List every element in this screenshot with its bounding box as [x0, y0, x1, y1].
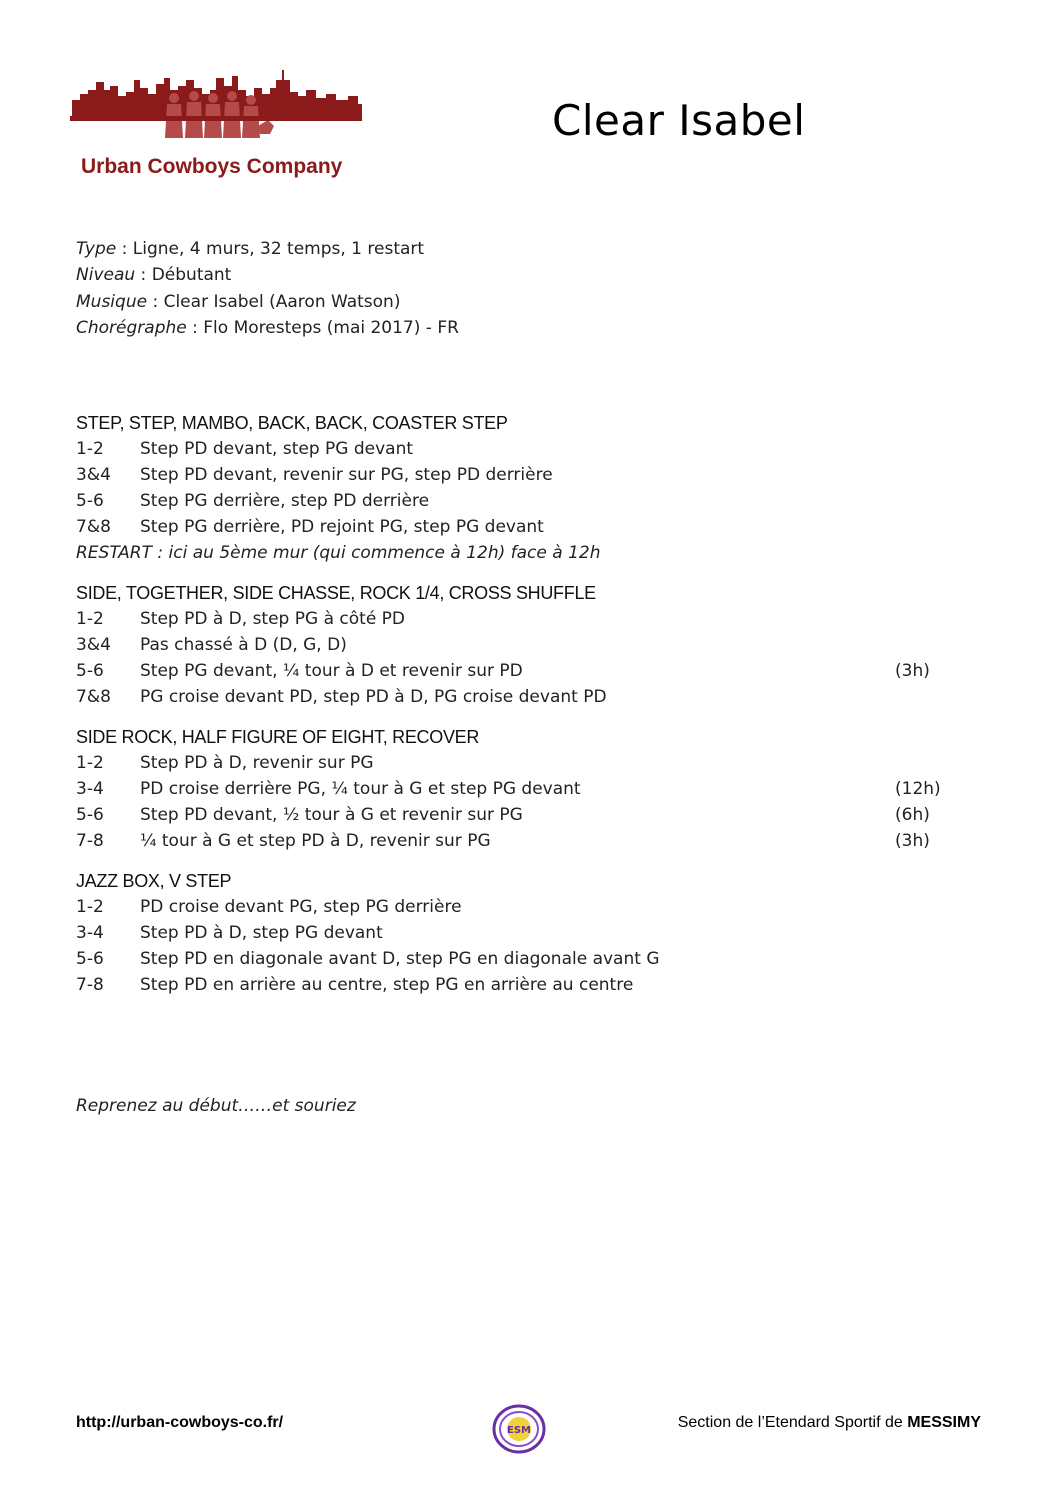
section-title: JAZZ BOX, V STEP — [76, 871, 232, 891]
ending-note: Reprenez au début……et souriez — [76, 1096, 356, 1116]
section-1 — [76, 410, 976, 566]
step-row — [76, 920, 976, 946]
dance-title: Clear Isabel — [552, 96, 806, 145]
step-desc: Step PD à D, step PG devant — [140, 923, 383, 943]
step-orientation: (3h) — [895, 661, 930, 681]
step-count: 5-6 — [76, 949, 104, 969]
step-count: 1-2 — [76, 439, 104, 459]
info-key: Chorégraphe — [76, 317, 187, 338]
info-sep: : — [135, 265, 152, 286]
info-row-type — [76, 236, 459, 262]
info-sep: : — [186, 317, 204, 338]
step-count: 5-6 — [76, 491, 104, 511]
step-row — [76, 684, 976, 710]
esm-badge — [491, 1403, 547, 1455]
info-row-level — [76, 262, 459, 288]
step-row — [76, 894, 976, 920]
step-desc: PG croise devant PD, step PD à D, PG croise devant PD — [140, 687, 607, 707]
info-value: Flo Moresteps (mai 2017) - FR — [203, 317, 459, 338]
step-count: 3-4 — [76, 923, 104, 943]
step-count: 7-8 — [76, 975, 104, 995]
step-row — [76, 828, 976, 854]
dance-info — [76, 236, 459, 341]
step-count: 5-6 — [76, 805, 104, 825]
company-name: Urban Cowboys Company — [81, 155, 343, 178]
section-title: SIDE ROCK, HALF FIGURE OF EIGHT, RECOVER — [76, 727, 480, 747]
info-key: Musique — [76, 291, 148, 312]
step-count: 7-8 — [76, 831, 104, 851]
step-desc: Step PG derrière, PD rejoint PG, step PG devant — [140, 517, 544, 537]
info-value: Ligne, 4 murs, 32 temps, 1 restart — [132, 239, 425, 259]
club-city: MESSIMY — [907, 1414, 981, 1431]
step-count: 3&4 — [76, 635, 111, 655]
section-3 — [76, 724, 976, 854]
step-desc: Step PD devant, revenir sur PG, step PD derrière — [140, 465, 553, 485]
info-row-music — [76, 289, 459, 315]
step-row — [76, 436, 976, 462]
step-orientation: (6h) — [895, 805, 930, 825]
restart-note: RESTART : ici au 5ème mur (qui commence à 12h) face à 12h — [76, 543, 601, 563]
club-section — [678, 1414, 981, 1432]
step-sections — [76, 410, 976, 1012]
step-row — [76, 632, 976, 658]
step-desc: Step PD à D, step PG à côté PD — [140, 609, 406, 629]
step-count: 1-2 — [76, 609, 104, 629]
step-orientation: (12h) — [895, 779, 941, 799]
step-row — [76, 776, 976, 802]
info-key: Niveau — [76, 265, 136, 286]
step-count: 7&8 — [76, 517, 111, 537]
step-row — [76, 606, 976, 632]
club-section-prefix: Section de l’Etendard Sportif de — [677, 1414, 908, 1431]
section-title: STEP, STEP, MAMBO, BACK, BACK, COASTER STEP — [76, 413, 508, 433]
step-row — [76, 750, 976, 776]
info-key: Type — [76, 239, 117, 259]
step-count: 3&4 — [76, 465, 111, 485]
step-desc: ¼ tour à G et step PD à D, revenir sur PG — [140, 831, 491, 851]
info-sep: : — [147, 291, 164, 312]
info-value: Clear Isabel (Aaron Watson) — [163, 291, 401, 312]
step-row — [76, 802, 976, 828]
step-desc: Step PD à D, revenir sur PG — [140, 753, 374, 773]
step-row — [76, 488, 976, 514]
badge-text: ESM — [507, 1425, 531, 1436]
step-desc: Step PD devant, ½ tour à G et revenir sur PG — [140, 805, 523, 825]
step-count: 3-4 — [76, 779, 104, 799]
step-count: 5-6 — [76, 661, 104, 681]
step-desc: PD croise devant PG, step PG derrière — [140, 897, 462, 917]
step-desc: Step PG devant, ¼ tour à D et revenir sur PD — [140, 661, 523, 681]
step-row — [76, 972, 976, 998]
step-count: 1-2 — [76, 897, 104, 917]
step-row — [76, 514, 976, 540]
step-row — [76, 946, 976, 972]
section-2 — [76, 580, 976, 710]
section-4 — [76, 868, 976, 998]
website-link[interactable]: http://urban-cowboys-co.fr/ — [76, 1414, 284, 1431]
section-title: SIDE, TOGETHER, SIDE CHASSE, ROCK 1/4, CROSS SHUFFLE — [76, 583, 596, 603]
step-desc: Pas chassé à D (D, G, D) — [140, 635, 347, 655]
step-count: 1-2 — [76, 753, 104, 773]
step-orientation: (3h) — [895, 831, 930, 851]
step-row — [76, 462, 976, 488]
step-count: 7&8 — [76, 687, 111, 707]
step-row — [76, 658, 976, 684]
step-desc: Step PD en diagonale avant D, step PG en diagonale avant G — [140, 949, 660, 969]
info-row-choreographer — [76, 315, 459, 341]
step-desc: Step PD devant, step PG devant — [140, 439, 414, 459]
step-desc: PD croise derrière PG, ¼ tour à G et step PG devant — [140, 779, 581, 799]
info-value: Débutant — [151, 265, 232, 286]
step-desc: Step PG derrière, step PD derrière — [140, 491, 430, 511]
step-desc: Step PD en arrière au centre, step PG en arrière au centre — [140, 975, 634, 995]
info-sep: : — [116, 239, 133, 259]
